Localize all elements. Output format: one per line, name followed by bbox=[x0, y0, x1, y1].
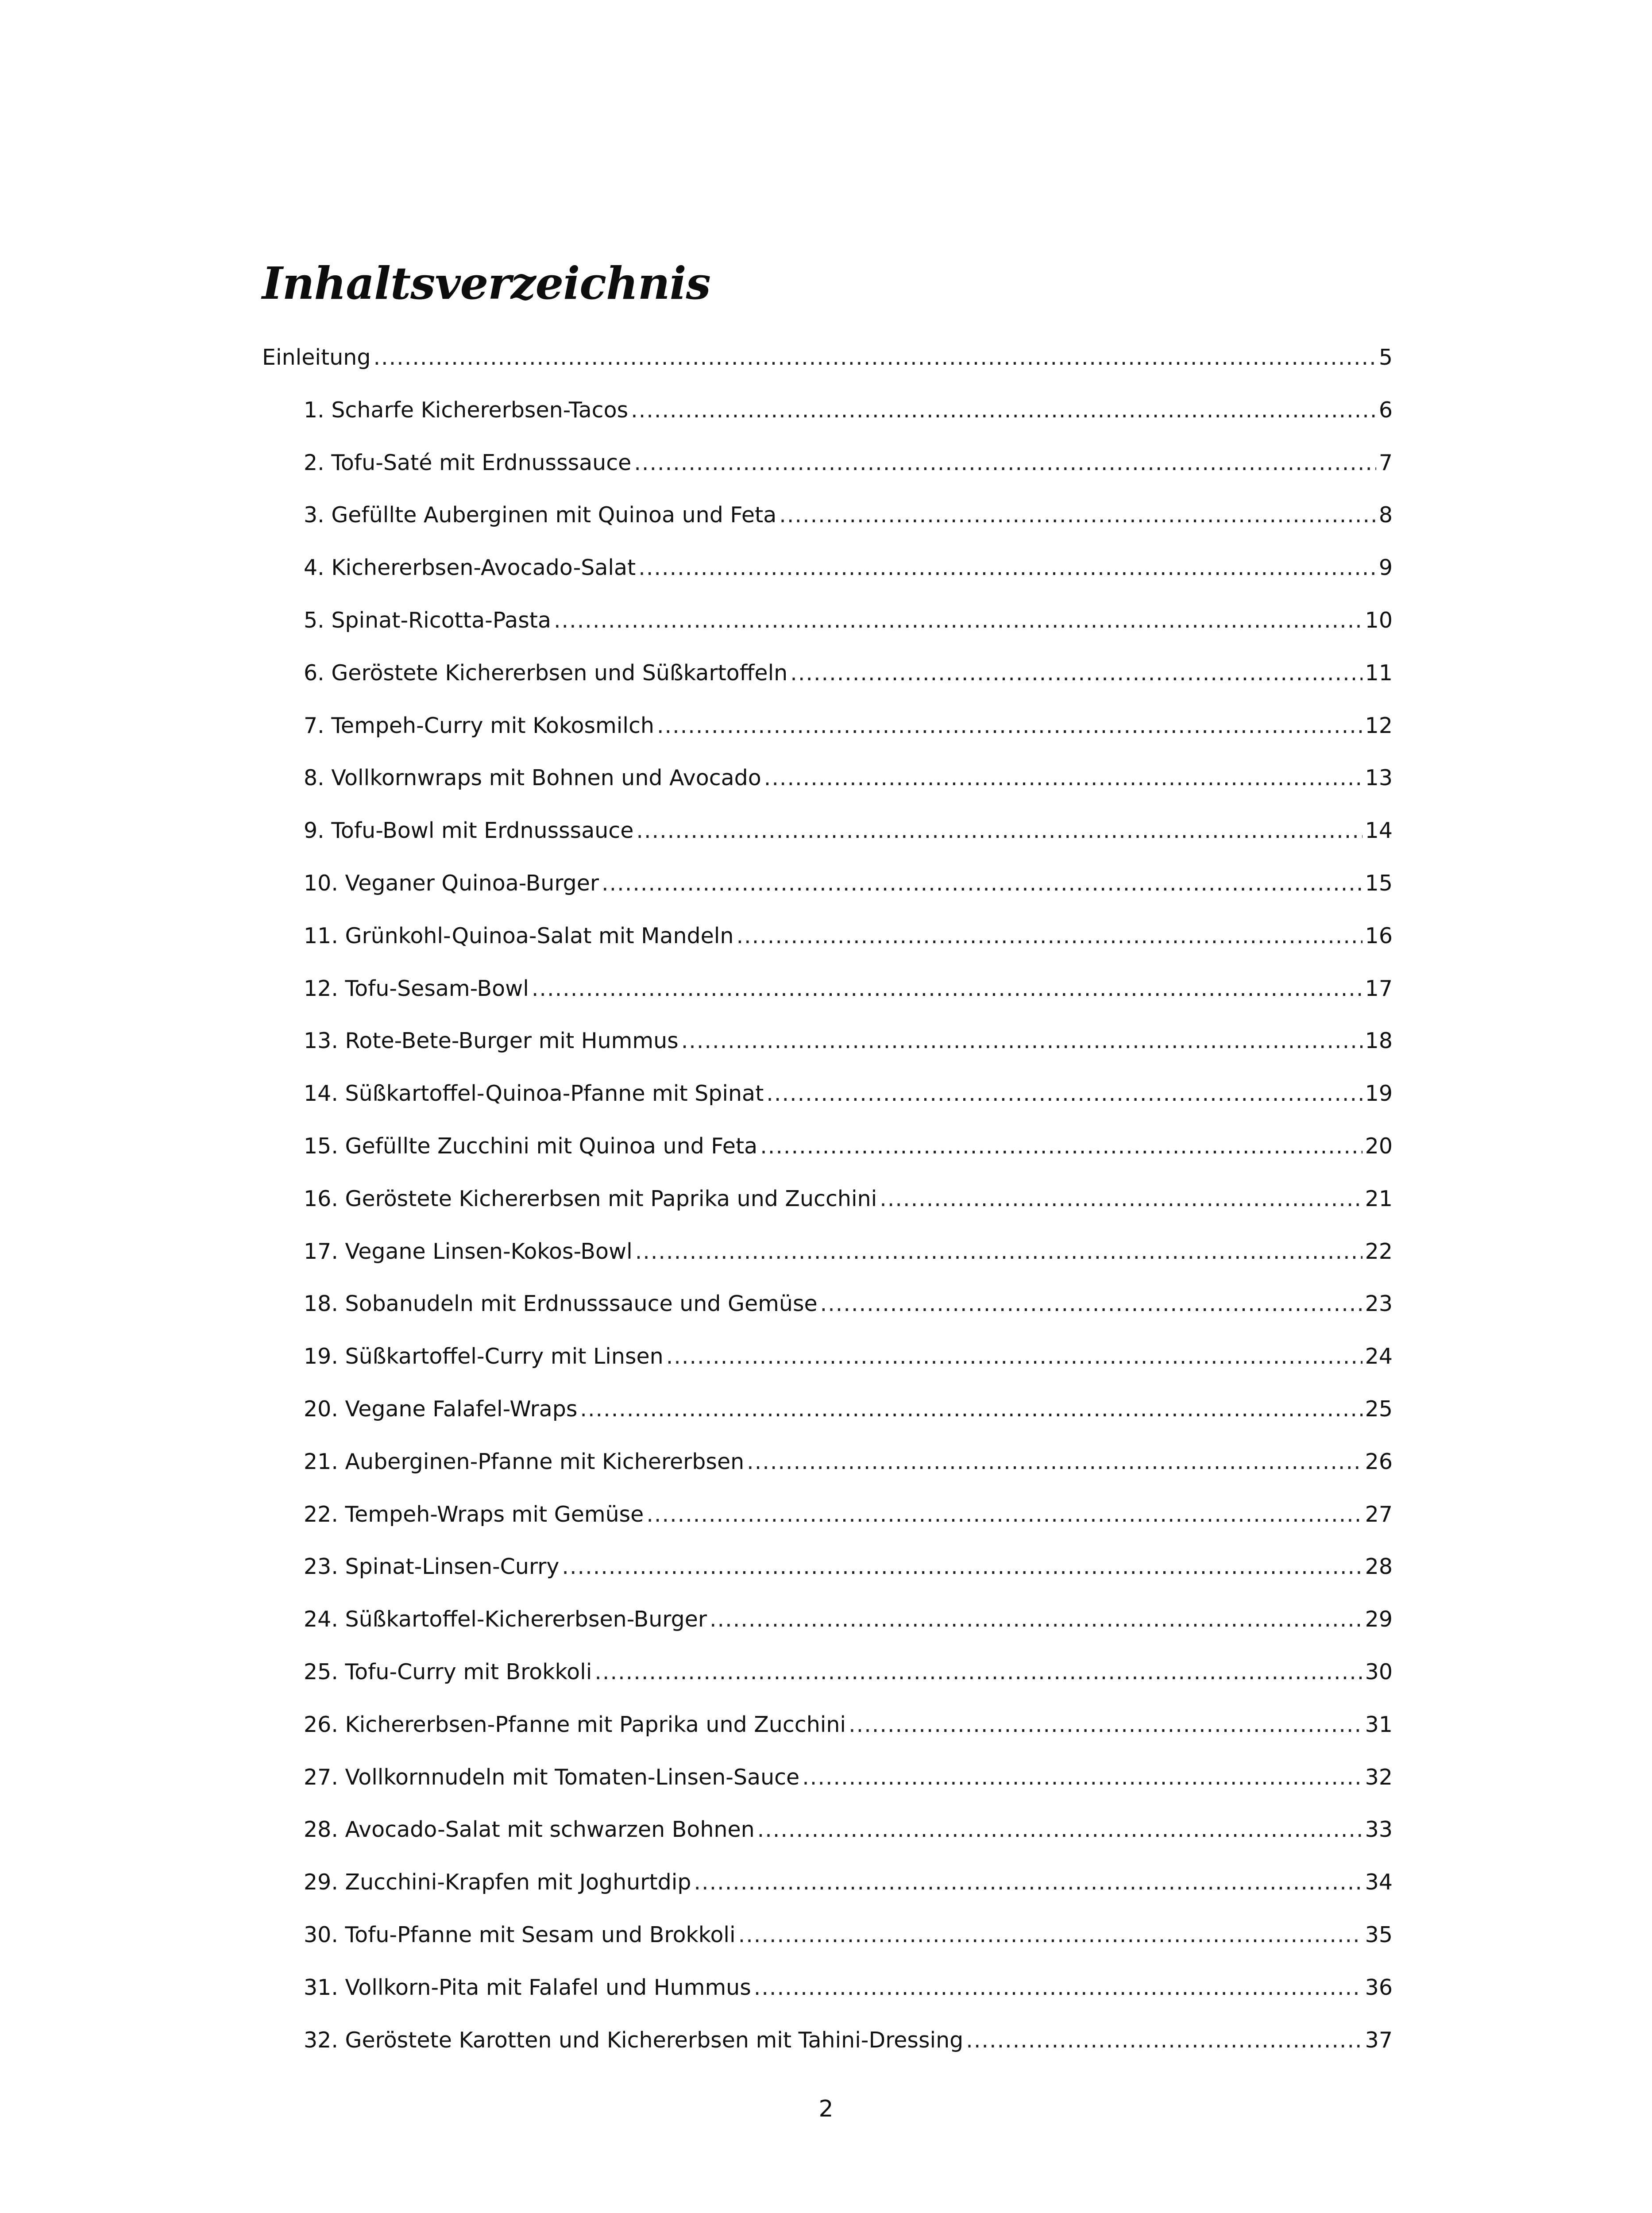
toc-entry-page-number: 17 bbox=[1365, 975, 1393, 1001]
dot-leader bbox=[580, 1396, 1362, 1423]
toc-entry-label: 22. Tempeh-Wraps mit Gemüse bbox=[304, 1501, 644, 1527]
dot-leader bbox=[594, 1659, 1362, 1685]
toc-entry-label: 12. Tofu-Sesam-Bowl bbox=[304, 975, 529, 1001]
toc-entry[interactable] bbox=[262, 1238, 1393, 1291]
dot-leader bbox=[849, 1712, 1363, 1738]
toc-entry[interactable] bbox=[262, 1554, 1393, 1606]
toc-entry-page-number: 16 bbox=[1365, 923, 1393, 948]
toc-entry-label: 9. Tofu-Bowl mit Erdnusssauce bbox=[304, 818, 634, 844]
toc-entry-label: 19. Süßkartoffel-Curry mit Linsen bbox=[304, 1344, 664, 1369]
toc-entry-page-number: 19 bbox=[1365, 1081, 1393, 1106]
toc-entry[interactable] bbox=[262, 502, 1393, 555]
dot-leader bbox=[880, 1186, 1362, 1212]
dot-leader bbox=[790, 660, 1362, 686]
toc-entry[interactable] bbox=[262, 344, 1393, 397]
toc-entry-page-number: 7 bbox=[1378, 450, 1393, 475]
dot-leader bbox=[646, 1501, 1362, 1528]
dot-leader bbox=[754, 1974, 1363, 2001]
toc-entry[interactable] bbox=[262, 1343, 1393, 1396]
dot-leader bbox=[562, 1554, 1362, 1580]
toc-entry-label: 18. Sobanudeln mit Erdnusssauce und Gemüse bbox=[304, 1291, 818, 1317]
toc-entry[interactable] bbox=[262, 1501, 1393, 1554]
toc-entry[interactable] bbox=[262, 1186, 1393, 1238]
toc-entry-page-number: 34 bbox=[1365, 1870, 1393, 1895]
toc-entry[interactable] bbox=[262, 1449, 1393, 1501]
toc-entry-label: Einleitung bbox=[262, 345, 371, 370]
toc-entry[interactable] bbox=[262, 1659, 1393, 1712]
dot-leader bbox=[757, 1816, 1363, 1843]
dot-leader bbox=[638, 555, 1376, 581]
dot-leader bbox=[764, 765, 1363, 791]
toc-entry-page-number: 35 bbox=[1365, 1922, 1393, 1947]
dot-leader bbox=[820, 1291, 1363, 1317]
toc-entry-label: 2. Tofu-Saté mit Erdnusssauce bbox=[304, 450, 632, 475]
toc-entry-label: 1. Scharfe Kichererbsen-Tacos bbox=[304, 397, 629, 423]
toc-entry-page-number: 11 bbox=[1365, 660, 1393, 686]
toc-entry[interactable] bbox=[262, 1291, 1393, 1343]
toc-entry-label: 28. Avocado-Salat mit schwarzen Bohnen bbox=[304, 1817, 755, 1843]
toc-entry-label: 17. Vegane Linsen-Kokos-Bowl bbox=[304, 1238, 633, 1264]
dot-leader bbox=[636, 817, 1362, 844]
toc-entry[interactable] bbox=[262, 607, 1393, 660]
toc-entry-label: 26. Kichererbsen-Pfanne mit Paprika und Zucchini bbox=[304, 1712, 846, 1737]
toc-entry-label: 8. Vollkornwraps mit Bohnen und Avocado bbox=[304, 765, 761, 791]
toc-entry-label: 5. Spinat-Ricotta-Pasta bbox=[304, 607, 551, 633]
toc-entry[interactable] bbox=[262, 1133, 1393, 1186]
toc-entry[interactable] bbox=[262, 1080, 1393, 1133]
toc-entry-label: 10. Veganer Quinoa-Burger bbox=[304, 870, 599, 896]
dot-leader bbox=[747, 1449, 1362, 1475]
dot-leader bbox=[760, 1133, 1362, 1160]
toc-entry-label: 15. Gefüllte Zucchini mit Quinoa und Feta bbox=[304, 1133, 758, 1159]
toc-entry-page-number: 22 bbox=[1365, 1238, 1393, 1264]
dot-leader bbox=[602, 870, 1363, 897]
toc-entry-page-number: 27 bbox=[1365, 1501, 1393, 1527]
toc-entry[interactable] bbox=[262, 660, 1393, 713]
page-number: 2 bbox=[818, 2096, 834, 2122]
toc-entry[interactable] bbox=[262, 1764, 1393, 1817]
toc-entry[interactable] bbox=[262, 975, 1393, 1028]
toc-entry-page-number: 20 bbox=[1365, 1133, 1393, 1159]
toc-entry-page-number: 10 bbox=[1365, 607, 1393, 633]
toc-entry-label: 3. Gefüllte Auberginen mit Quinoa und Feta bbox=[304, 502, 777, 528]
toc-entry-page-number: 21 bbox=[1365, 1186, 1393, 1211]
toc-entry[interactable] bbox=[262, 765, 1393, 817]
toc-entry[interactable] bbox=[262, 1869, 1393, 1922]
dot-leader bbox=[554, 607, 1363, 634]
toc-entry[interactable] bbox=[262, 450, 1393, 502]
toc-entry-page-number: 26 bbox=[1365, 1449, 1393, 1474]
toc-entry-label: 21. Auberginen-Pfanne mit Kichererbsen bbox=[304, 1449, 745, 1474]
toc-entry-page-number: 9 bbox=[1378, 555, 1393, 581]
toc-entry-page-number: 24 bbox=[1365, 1344, 1393, 1369]
dot-leader bbox=[738, 1922, 1363, 1948]
toc-entry-page-number: 13 bbox=[1365, 765, 1393, 791]
toc-entry[interactable] bbox=[262, 923, 1393, 975]
toc-entry[interactable] bbox=[262, 817, 1393, 870]
toc-entry-label: 25. Tofu-Curry mit Brokkoli bbox=[304, 1659, 592, 1685]
dot-leader bbox=[657, 713, 1363, 739]
dot-leader bbox=[631, 397, 1376, 424]
toc-entry-label: 24. Süßkartoffel-Kichererbsen-Burger bbox=[304, 1607, 707, 1632]
toc-entry-label: 11. Grünkohl-Quinoa-Salat mit Mandeln bbox=[304, 923, 734, 948]
toc-entry-label: 20. Vegane Falafel-Wraps bbox=[304, 1396, 578, 1422]
dot-leader bbox=[710, 1606, 1363, 1633]
toc-entry-page-number: 8 bbox=[1378, 502, 1393, 528]
toc-entry-label: 16. Geröstete Kichererbsen mit Paprika und Zucchini bbox=[304, 1186, 877, 1211]
toc-title: Inhaltsverzeichnis bbox=[262, 257, 710, 309]
toc-entry[interactable] bbox=[262, 1028, 1393, 1080]
toc-entry[interactable] bbox=[262, 1922, 1393, 1974]
toc-entry-page-number: 12 bbox=[1365, 713, 1393, 738]
toc-entry-page-number: 25 bbox=[1365, 1396, 1393, 1422]
dot-leader bbox=[666, 1343, 1363, 1370]
dot-leader bbox=[635, 1238, 1363, 1265]
toc-entry[interactable] bbox=[262, 1606, 1393, 1659]
toc-entry-label: 4. Kichererbsen-Avocado-Salat bbox=[304, 555, 636, 581]
toc-entry[interactable] bbox=[262, 1816, 1393, 1869]
toc-entry-page-number: 30 bbox=[1365, 1659, 1393, 1685]
toc-entry-label: 13. Rote-Bete-Burger mit Hummus bbox=[304, 1028, 679, 1054]
toc-entry-page-number: 5 bbox=[1378, 345, 1393, 370]
toc-entry-page-number: 36 bbox=[1365, 1974, 1393, 2000]
dot-leader bbox=[532, 975, 1363, 1002]
toc-entry[interactable] bbox=[262, 397, 1393, 450]
toc-entry[interactable] bbox=[262, 2027, 1393, 2080]
toc-entry-label: 29. Zucchini-Krapfen mit Joghurtdip bbox=[304, 1870, 691, 1895]
toc-entry-page-number: 15 bbox=[1365, 870, 1393, 896]
toc-entry-page-number: 28 bbox=[1365, 1554, 1393, 1580]
toc-entry-label: 31. Vollkorn-Pita mit Falafel und Hummus bbox=[304, 1974, 751, 2000]
toc-entry-page-number: 14 bbox=[1365, 818, 1393, 844]
toc-entry[interactable] bbox=[262, 1712, 1393, 1764]
toc-entry[interactable] bbox=[262, 555, 1393, 607]
toc-entry-label: 14. Süßkartoffel-Quinoa-Pfanne mit Spinat bbox=[304, 1081, 764, 1106]
toc-entry-label: 6. Geröstete Kichererbsen und Süßkartoffeln bbox=[304, 660, 788, 686]
toc-entry-label: 23. Spinat-Linsen-Curry bbox=[304, 1554, 560, 1580]
dot-leader bbox=[694, 1869, 1362, 1896]
table-of-contents bbox=[262, 344, 1393, 2079]
toc-entry-page-number: 31 bbox=[1365, 1712, 1393, 1737]
dot-leader bbox=[634, 450, 1376, 476]
dot-leader bbox=[802, 1764, 1362, 1791]
dot-leader bbox=[681, 1028, 1363, 1054]
toc-entry-page-number: 29 bbox=[1365, 1607, 1393, 1632]
toc-entry-page-number: 33 bbox=[1365, 1817, 1393, 1843]
toc-entry-page-number: 18 bbox=[1365, 1028, 1393, 1054]
toc-entry-page-number: 32 bbox=[1365, 1764, 1393, 1790]
dot-leader bbox=[736, 923, 1362, 949]
toc-entry-page-number: 6 bbox=[1378, 397, 1393, 423]
toc-entry-label: 27. Vollkornnudeln mit Tomaten-Linsen-Sauce bbox=[304, 1764, 800, 1790]
toc-entry-label: 30. Tofu-Pfanne mit Sesam und Brokkoli bbox=[304, 1922, 736, 1947]
toc-entry-page-number: 23 bbox=[1365, 1291, 1393, 1317]
toc-entry[interactable] bbox=[262, 1974, 1393, 2027]
dot-leader bbox=[966, 2027, 1362, 2054]
dot-leader bbox=[373, 344, 1376, 371]
toc-entry-page-number: 37 bbox=[1365, 2027, 1393, 2053]
dot-leader bbox=[779, 502, 1376, 528]
toc-entry-label: 7. Tempeh-Curry mit Kokosmilch bbox=[304, 713, 654, 738]
toc-entry[interactable] bbox=[262, 713, 1393, 765]
toc-entry[interactable] bbox=[262, 870, 1393, 923]
dot-leader bbox=[766, 1080, 1362, 1107]
toc-entry[interactable] bbox=[262, 1396, 1393, 1449]
toc-entry-label: 32. Geröstete Karotten und Kichererbsen mit Tahini-Dressing bbox=[304, 2027, 964, 2053]
